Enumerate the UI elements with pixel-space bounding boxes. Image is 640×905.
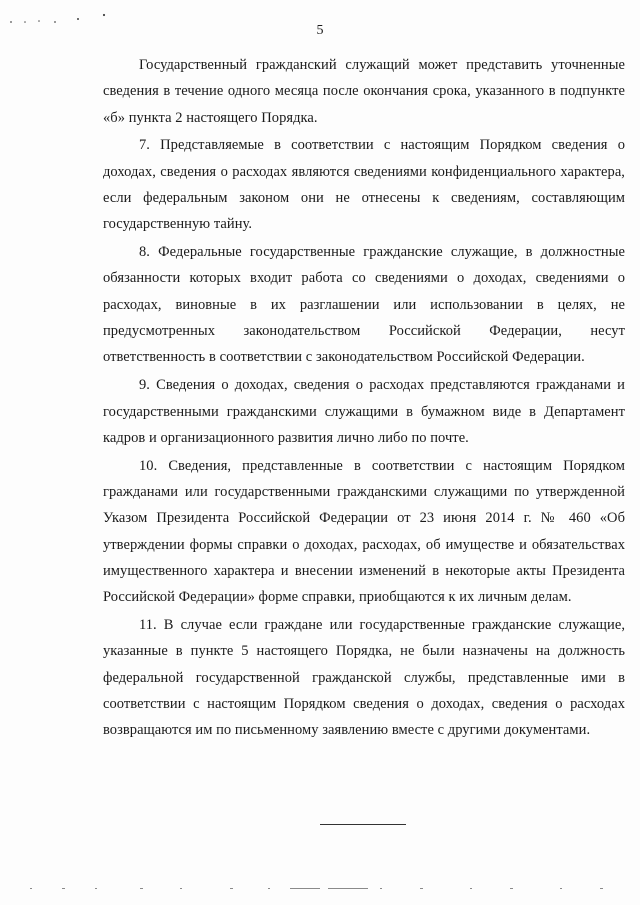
- scan-artifact-bottom-edge: [0, 883, 640, 893]
- document-body: [103, 52, 625, 743]
- paragraph-continuation: Государственный гражданский служащий может представить уточненные сведения в течение одного месяца после окончания срока, указанного в подпункте «б» пункта 2 настоящего Порядка.: [103, 57, 625, 126]
- paragraph-8: 8. Федеральные государственные гражданские служащие, в должностные обязанности которых входит работа со сведениями о доходах, сведениями о расходах, виновные в их разглашении или использовании в целях, не предусмотренных законодательством Российской Федерации, несут ответственность в соответствии с законодательством Российской Федерации.: [103, 244, 625, 366]
- paragraph-10: 10. Сведения, представленные в соответствии с настоящим Порядком гражданами или государственными гражданскими служащими по утвержденной Указом Президента Российской Федерации от 23 июня 2014 г. № 460 «Об утверждении формы справки о доходах, расходах, об имуществе и обязательствах имущественного характера и внесении изменений в некоторые акты Президента Российской Федерации» форме справки, приобщаются к их личным делам.: [103, 457, 625, 606]
- page-number: 5: [316, 23, 324, 38]
- closing-separator-line: [320, 824, 406, 825]
- paragraph-7: 7. Представляемые в соответствии с настоящим Порядком сведения о доходах, сведения о расходах являются сведениями конфиденциального характера, если федеральным законом они не отнесены к сведениям, составляющим государственную тайну.: [103, 137, 625, 233]
- paragraph-9: 9. Сведения о доходах, сведения о расходах представляются гражданами и государственными гражданскими служащими в бумажном виде в Департамент кадров и организационного развития лично либо по почте.: [103, 377, 625, 446]
- paragraph-11: 11. В случае если граждане или государственные гражданские служащие, указанные в пункте 5 настоящего Порядка, не были назначены на должность федеральной государственной гражданской службы, представленные ими в соответствии с настоящим Порядком сведения о доходах, сведения о расходах возвращаются им по письменному заявлению вместе с другими документами.: [103, 616, 625, 739]
